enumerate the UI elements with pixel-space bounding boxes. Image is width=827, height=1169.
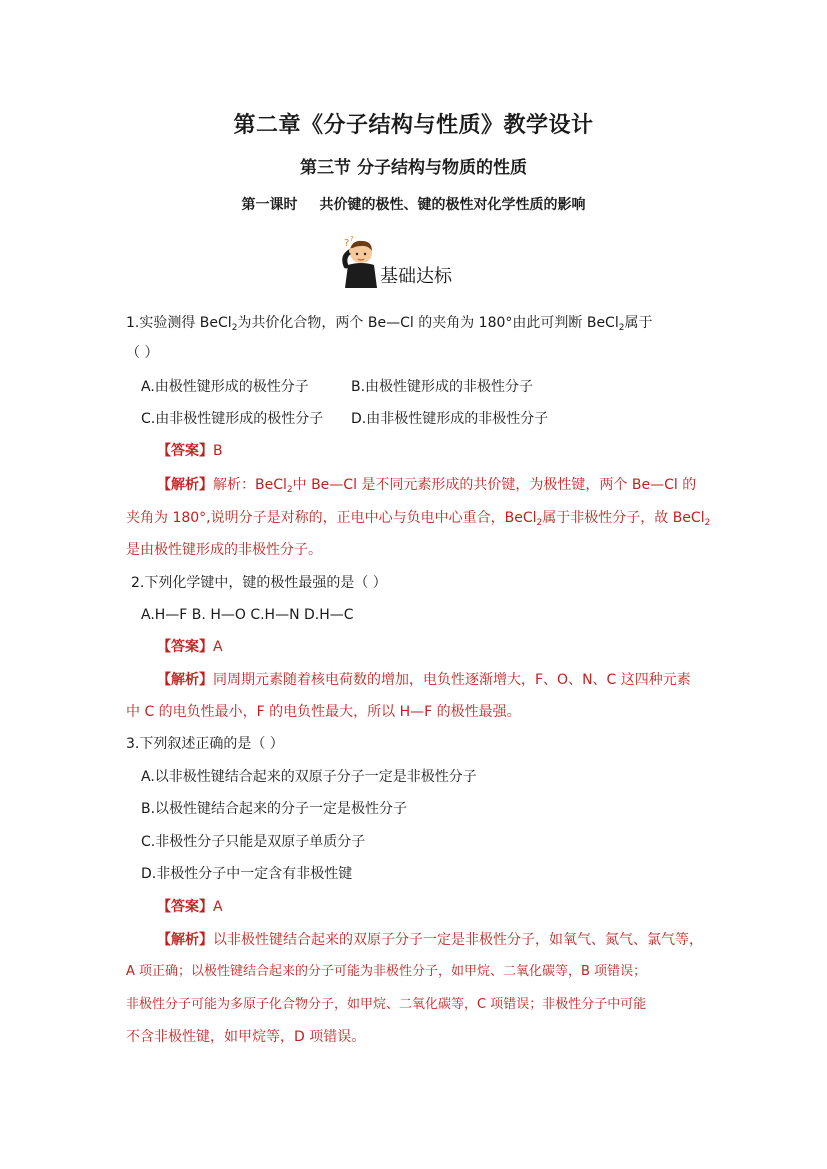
question-1-options-cd: [141, 409, 548, 429]
question-3-explanation-line-4: 不含非极性键，如甲烷等，D 项错误。: [126, 1029, 366, 1045]
basic-practice-label: 基础达标: [380, 266, 452, 287]
option-a: A.以非极性键结合起来的双原子分子一定是非极性分子: [141, 769, 477, 785]
question-2-stem: 2.下列化学键中，键的极性最强的是（ ）: [131, 575, 387, 591]
option-b: B.由极性键形成的非极性分子: [351, 379, 534, 395]
option-c: C.非极性分子只能是双原子单质分子: [141, 834, 366, 850]
section-title: 第三节 分子结构与物质的性质: [300, 158, 527, 178]
option-b: B.以极性键结合起来的分子一定是极性分子: [141, 801, 408, 817]
question-2-explanation: 【解析】同周期元素随着核电荷数的增加，电负性逐渐增大，F、O、N、C 这四种元素: [157, 672, 691, 688]
question-1-blank: （ ）: [126, 345, 159, 361]
question-3-stem: 3.下列叙述正确的是（ ）: [126, 736, 284, 752]
svg-text:?: ?: [344, 238, 350, 249]
question-1-explanation: 【解析】解析：BeCl$_2$中 Be—Cl 是不同元素形成的共价键，为极性键，两个 Be—Cl 的: [157, 477, 697, 495]
question-3-explanation-line-3: 非极性分子可能为多原子化合物分子，如甲烷、二氧化碳等，C 项错误；非极性分子中可能: [126, 997, 647, 1012]
document-title: 第二章《分子结构与性质》教学设计: [233, 112, 594, 138]
option-a: A.由极性键形成的极性分子: [141, 379, 309, 395]
question-2-explanation-line-2: 中 C 的电负性最小，F 的电负性最大，所以 H—F 的极性最强。: [126, 704, 521, 720]
question-1-explanation-line-2: 夹角为 180°,说明分子是对称的，正电中心与负电中心重合，BeCl$_2$属于非极性分子，故 BeCl$_2$: [126, 510, 711, 528]
question-1-options-ab: [141, 377, 533, 397]
option-d: D.非极性分子中一定含有非极性键: [141, 866, 353, 882]
question-3-answer: 【答案】A: [157, 899, 223, 915]
option-c: C.由非极性键形成的极性分子: [141, 411, 324, 427]
question-1-stem: 1.实验测得 BeCl$_2$为共价化合物，两个 Be—Cl 的夹角为 180°由此可判断 BeCl$_2$属于: [126, 315, 653, 333]
question-1-explanation-line-3: 是由极性键形成的非极性分子。: [126, 542, 322, 558]
question-2-answer: 【答案】A: [157, 639, 223, 655]
lesson-title: 第一课时 共价键的极性、键的极性对化学性质的影响: [241, 197, 586, 213]
question-2-options: A.H—F B. H—O C.H—N D.H—C: [141, 607, 354, 623]
option-d: D.由非极性键形成的非极性分子: [351, 411, 549, 427]
question-3-explanation-line-2: A 项正确；以极性键结合起来的分子可能为非极性分子，如甲烷、二氧化碳等，B 项错误；: [126, 964, 647, 979]
question-3-explanation: 【解析】以非极性键结合起来的双原子分子一定是非极性分子，如氧气、氮气、氯气等，: [157, 932, 703, 948]
question-1-answer: 【答案】B: [157, 443, 223, 459]
svg-text:?: ?: [350, 235, 354, 243]
